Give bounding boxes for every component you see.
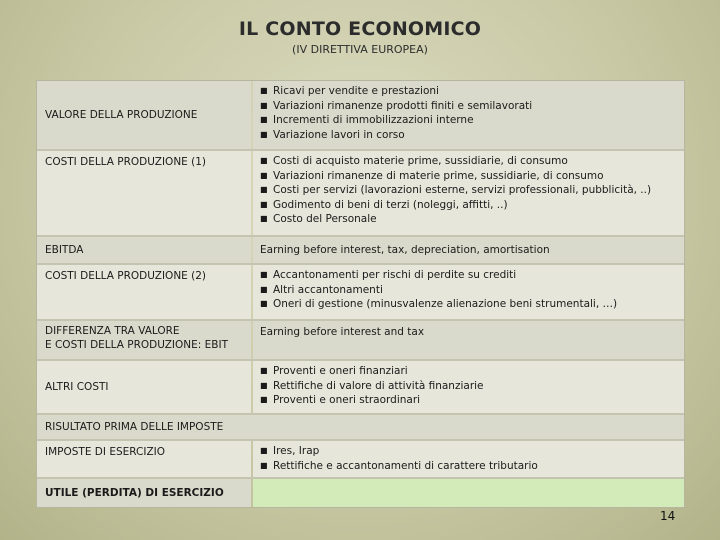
row-label: IMPOSTE DI ESERCIZIO bbox=[37, 441, 251, 477]
list-item: ■ Costi per servizi (lavorazioni esterne, servizi professionali, pubblicità, ..) bbox=[260, 184, 652, 197]
bullet-list bbox=[260, 444, 684, 473]
list-item: ■ Altri accantonamenti bbox=[260, 283, 383, 296]
table-row bbox=[37, 321, 684, 359]
row-content bbox=[253, 415, 684, 439]
row-content: Earning before interest and tax bbox=[253, 321, 684, 359]
square-bullet-icon: ■ bbox=[260, 100, 268, 110]
row-label: EBITDA bbox=[37, 237, 251, 263]
table-row bbox=[37, 441, 684, 477]
list-item: ■ Variazioni rimanenze prodotti finiti e semilavorati bbox=[260, 99, 533, 112]
list-item: ■ Proventi e oneri straordinari bbox=[260, 394, 421, 407]
slide-title: IL CONTO ECONOMICO bbox=[238, 18, 482, 40]
square-bullet-icon: ■ bbox=[260, 366, 268, 375]
row-label: RISULTATO PRIMA DELLE IMPOSTE bbox=[37, 415, 297, 439]
square-bullet-icon: ■ bbox=[260, 380, 268, 390]
row-content: Earning before interest, tax, depreciation, amortisation bbox=[253, 237, 684, 263]
table-row bbox=[37, 265, 684, 319]
list-item: ■ Godimento di beni di terzi (noleggi, affitti, ..) bbox=[260, 198, 508, 211]
list-item: ■ Variazione lavori in corso bbox=[260, 128, 405, 141]
list-item: ■ Costo del Personale bbox=[260, 213, 377, 226]
bullet-list bbox=[260, 84, 684, 142]
square-bullet-icon: ■ bbox=[260, 214, 268, 224]
square-bullet-icon: ■ bbox=[260, 199, 268, 209]
table-row bbox=[37, 361, 684, 413]
list-item: ■ Costi di acquisto materie prime, sussidiarie, di consumo bbox=[260, 155, 568, 167]
row-label: COSTI DELLA PRODUZIONE (2) bbox=[37, 265, 251, 319]
square-bullet-icon: ■ bbox=[260, 170, 268, 180]
square-bullet-icon: ■ bbox=[260, 129, 268, 139]
row-content bbox=[253, 361, 684, 413]
square-bullet-icon: ■ bbox=[260, 446, 268, 455]
square-bullet-icon: ■ bbox=[260, 460, 268, 470]
list-item: ■ Accantonamenti per rischi di perdite su crediti bbox=[260, 269, 517, 281]
income-statement-table bbox=[36, 80, 685, 508]
row-label: VALORE DELLA PRODUZIONE bbox=[37, 81, 251, 149]
row-content bbox=[253, 151, 684, 235]
bullet-list bbox=[260, 364, 684, 408]
table-row bbox=[37, 81, 684, 149]
square-bullet-icon: ■ bbox=[260, 270, 268, 279]
list-item: ■ Ricavi per vendite e prestazioni bbox=[260, 85, 439, 97]
table-row bbox=[37, 151, 684, 235]
list-item: ■ Variazioni rimanenze di materie prime, sussidiarie, di consumo bbox=[260, 169, 604, 182]
bullet-list bbox=[260, 154, 684, 227]
row-label: ALTRI COSTI bbox=[37, 361, 251, 413]
table-row bbox=[37, 415, 684, 439]
square-bullet-icon: ■ bbox=[260, 156, 268, 165]
square-bullet-icon: ■ bbox=[260, 284, 268, 294]
row-label: DIFFERENZA TRA VALORE E COSTI DELLA PRODUZIONE: EBIT bbox=[37, 321, 251, 359]
list-item: ■ Incrementi di immobilizzazioni interne bbox=[260, 114, 474, 127]
list-item: ■ Proventi e oneri finanziari bbox=[260, 365, 408, 377]
row-content bbox=[253, 441, 684, 477]
row-content bbox=[253, 479, 684, 507]
square-bullet-icon: ■ bbox=[260, 395, 268, 405]
page-number: 14 bbox=[660, 509, 676, 523]
square-bullet-icon: ■ bbox=[260, 86, 268, 95]
square-bullet-icon: ■ bbox=[260, 299, 268, 309]
row-label: COSTI DELLA PRODUZIONE (1) bbox=[37, 151, 251, 235]
table-row bbox=[37, 479, 684, 507]
table-row bbox=[37, 237, 684, 263]
list-item: ■ Oneri di gestione (minusvalenze alienazione beni strumentali, …) bbox=[260, 298, 618, 311]
list-item: ■ Rettifiche di valore di attività finanziarie bbox=[260, 379, 484, 392]
row-label: UTILE (PERDITA) DI ESERCIZIO bbox=[37, 479, 251, 507]
row-content bbox=[253, 81, 684, 149]
list-item: ■ Rettifiche e accantonamenti di carattere tributario bbox=[260, 459, 538, 472]
bullet-list bbox=[260, 268, 684, 312]
slide-subtitle: (IV DIRETTIVA EUROPEA) bbox=[292, 43, 428, 56]
square-bullet-icon: ■ bbox=[260, 185, 268, 195]
square-bullet-icon: ■ bbox=[260, 115, 268, 125]
list-item: ■ Ires, Irap bbox=[260, 445, 320, 457]
row-content bbox=[253, 265, 684, 319]
